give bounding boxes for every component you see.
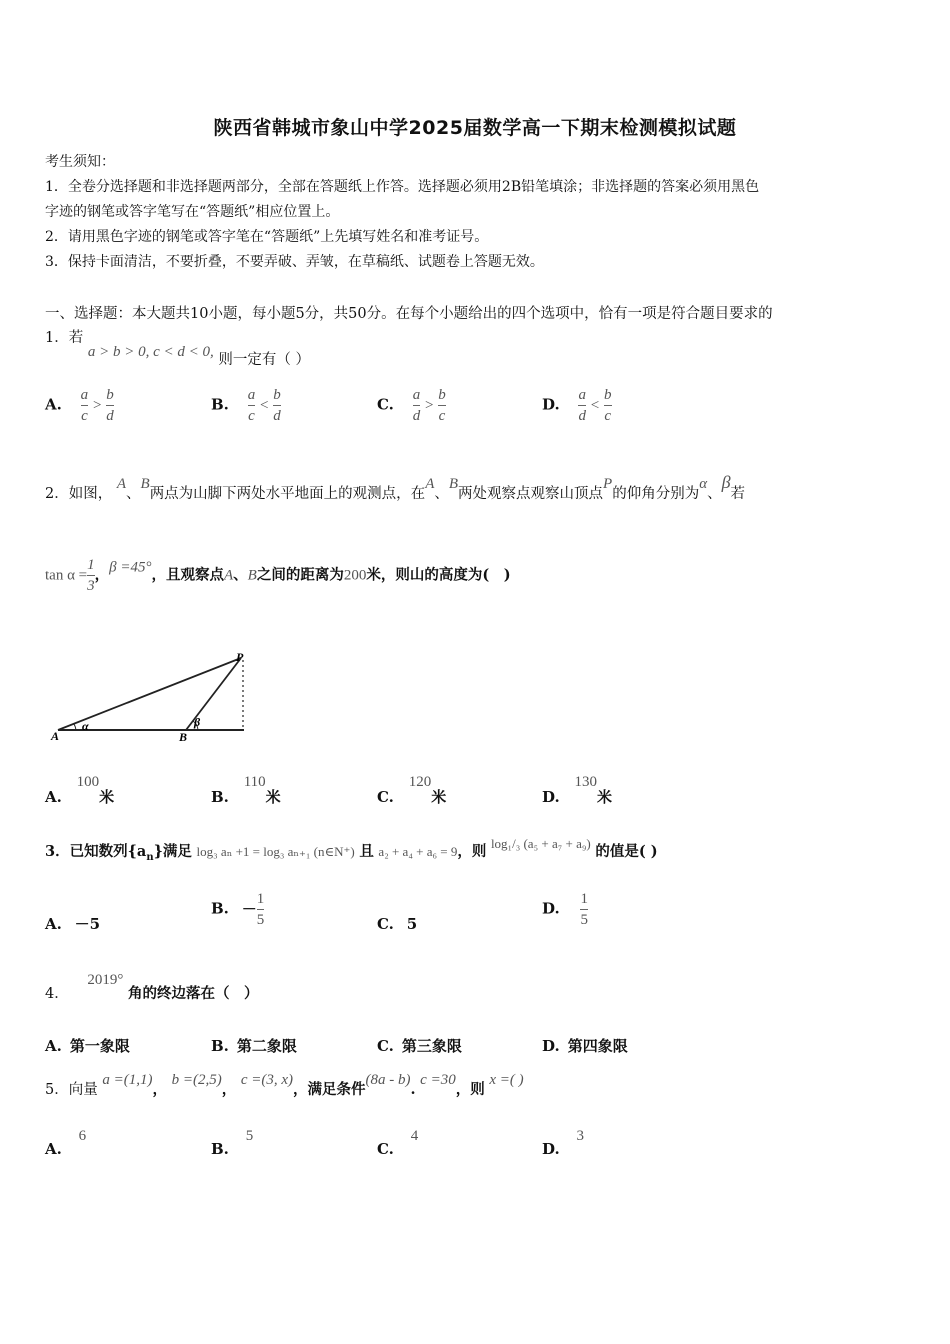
q1-tail: 则一定有（ ） xyxy=(218,352,310,368)
option-label: C. xyxy=(377,395,394,414)
q1-number: 1．若 xyxy=(45,330,84,346)
q3-recurrence: log₃ aₙ +1 = log₃ aₙ₊₁ (n∈N⁺) xyxy=(196,844,355,859)
notice-block xyxy=(45,150,759,275)
q2-tan-expression: tan α = xyxy=(45,567,88,584)
q5-option-d[interactable]: D. 3 xyxy=(542,1128,584,1158)
q3-option-b[interactable]: B. － $\frac{1}{5}$ xyxy=(211,891,265,928)
q1-option-c[interactable]: C. $\frac{a}{d}$ > $\frac{b}{c}$ xyxy=(377,387,446,424)
q1-option-a[interactable]: A. $\frac{a}{c}$ > $\frac{b}{d}$ xyxy=(45,387,114,424)
q3-sum: a₂ + a₄ + a₆ = 9 xyxy=(378,844,458,859)
q1-option-d[interactable]: D. $\frac{a}{d}$ < $\frac{b}{c}$ xyxy=(542,387,612,424)
figure-label-alpha: α xyxy=(82,719,89,733)
q4-option-b[interactable]: B. 第二象限 xyxy=(211,1037,297,1055)
page-title: 陕西省韩城市象山中学2025届数学高一下期末检测模拟试题 xyxy=(213,117,737,139)
q2-mountain-figure xyxy=(40,648,260,748)
q5-option-b[interactable]: B. 5 xyxy=(211,1128,254,1158)
question-2-stem-line-2: tan α = $\frac{1}{3}$ ，β =45°，且观察点A、B之间的距离为200米，则山的高度为( ) xyxy=(45,557,511,594)
question-2-stem: 2．如图， A、B两点为山脚下两处水平地面上的观测点，在A、B两处观察点观察山顶点P的仰角分别为α、β若 xyxy=(45,472,746,502)
q2-point-a: A xyxy=(116,476,127,492)
q3-option-a[interactable]: A. －5 xyxy=(45,915,101,933)
q2-number: 2．如图， xyxy=(45,486,113,502)
question-5-stem: 5．向量 a =(1,1)， b =(2,5)， c =(3, x)，满足条件(8a - b). c =30，则 x =( ) xyxy=(45,1072,524,1098)
q4-angle: 2019° xyxy=(87,972,124,988)
question-3-stem: 3．已知数列$\{a_n\}$满足 log₃ aₙ +1 = log₃ aₙ₊₁ (n∈N⁺) 且 a₂ + a₄ + a₆ = 9，则 log₁/₃ (a₅ + a₇ + a₉) 的值是( ) xyxy=(45,836,658,863)
section-heading: 一、选择题：本大题共10小题，每小题5分，共50分。在每个小题给出的四个选项中，恰有一项是符合题目要求的 xyxy=(45,306,773,322)
q2-point-p: P xyxy=(603,476,613,492)
q5-option-a[interactable]: A. 6 xyxy=(45,1128,87,1158)
q2-option-b[interactable]: B. 110米 xyxy=(211,774,281,806)
q1-condition: a > b > 0, c < d < 0, xyxy=(87,344,214,360)
figure-label-beta: β xyxy=(194,715,201,729)
figure-label-a: A xyxy=(51,729,60,743)
q3-log-expression: log₁/₃ (a₅ + a₇ + a₉) xyxy=(490,836,591,851)
q5-vector-c: c =(3, x) xyxy=(240,1072,293,1088)
q2-option-a[interactable]: A. 100米 xyxy=(45,774,115,806)
option-label: B. xyxy=(211,395,229,414)
notice-line-3: 2．请用黑色字迹的钢笔或答字笔在“答题纸”上先填写姓名和准考证号。 xyxy=(45,229,489,245)
q4-option-c[interactable]: C. 第三象限 xyxy=(377,1037,462,1055)
notice-line-2: 字迹的钢笔或答字笔写在“答题纸”相应位置上。 xyxy=(45,204,340,220)
notice-heading: 考生须知： xyxy=(45,154,115,170)
q5-vector-b: b =(2,5) xyxy=(171,1072,222,1088)
option-label: A. xyxy=(45,395,62,414)
q5-option-c[interactable]: C. 4 xyxy=(377,1128,419,1158)
q5-vector-a: a =(1,1) xyxy=(102,1072,153,1088)
option-label: D. xyxy=(542,395,560,414)
notice-line-1: 1．全卷分选择题和非选择题两部分，全部在答题纸上作答。选择题必须用2B铅笔填涂；非选择题的答案必须用黑色 xyxy=(45,179,760,195)
q4-option-a[interactable]: A. 第一象限 xyxy=(45,1037,130,1055)
figure-label-b: B xyxy=(179,730,188,744)
q2-option-d[interactable]: D. 130米 xyxy=(542,774,612,806)
q3-option-c[interactable]: C. 5 xyxy=(377,915,418,933)
figure-label-p: P xyxy=(236,650,244,664)
question-1-stem xyxy=(45,326,310,369)
q4-option-d[interactable]: D. 第四象限 xyxy=(542,1037,628,1055)
q2-option-c[interactable]: C. 120米 xyxy=(377,774,447,806)
q2-point-b: B xyxy=(140,476,150,492)
q3-option-d[interactable]: D. $\frac{1}{5}$ xyxy=(542,891,588,928)
question-4-stem: 4． 2019° 角的终边落在（ ） xyxy=(45,972,259,1002)
q1-option-b[interactable]: B. $\frac{a}{c}$ < $\frac{b}{d}$ xyxy=(211,387,281,424)
notice-line-4: 3．保持卡面清洁，不要折叠，不要弄破、弄皱，在草稿纸、试题卷上答题无效。 xyxy=(45,254,544,270)
